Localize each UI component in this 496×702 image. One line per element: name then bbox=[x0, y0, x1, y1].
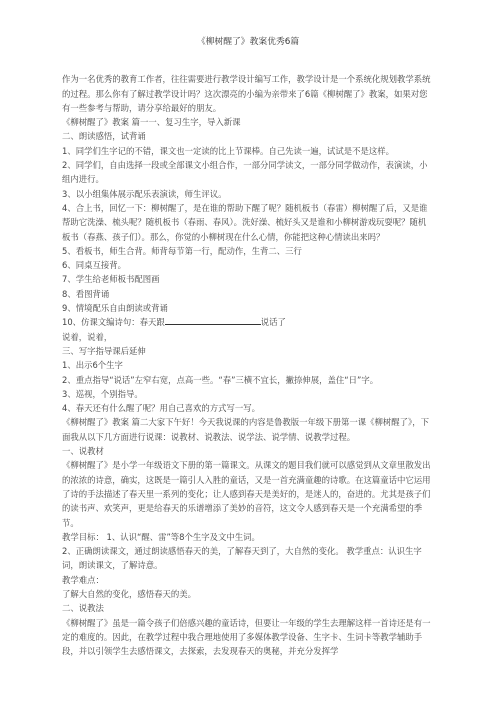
paragraph: 8、看图背诵 bbox=[62, 288, 110, 299]
document-title: 《柳树醒了》教案优秀6篇 bbox=[196, 37, 300, 47]
paragraph-text: 说话了 bbox=[260, 317, 286, 328]
paragraph: 1、出示6个生字 bbox=[62, 360, 123, 371]
paragraph: 教学难点： bbox=[62, 574, 104, 585]
paragraph: 6、同桌互接背。 bbox=[62, 260, 126, 271]
paragraph: 作为一名优秀的教育工作者，往往需要进行教学设计编写工作，教学设计是一个系统化规划教学系统的过程。那么你有了解过教学设计吗？这次漂亮的小编为亲带来了6篇《柳树醒了》教案，如果对您有一些参考与帮助，请分享给最好的朋友。 bbox=[62, 74, 431, 113]
paragraph: 7、学生给老师板书配图画 bbox=[62, 274, 160, 285]
paragraph: 教学目标： 1、认识“醒、雷”等8个生字及文中生词。 bbox=[62, 531, 260, 542]
paragraph: 《柳树醒了》教案 篇一一、复习生字，导入新课 bbox=[62, 117, 241, 128]
paragraph: 2、同学们，自由选择一段或全部课文小组合作，一部分同学读文，一部分同学做动作，表演读，小组内进行。 bbox=[62, 160, 428, 185]
paragraph: 3、以小组集体展示配乐表演读，师生评议。 bbox=[62, 188, 227, 199]
paragraph: 一、说教材 bbox=[62, 446, 104, 457]
paragraph: 4、春天还有什么醒了呢？用自己喜欢的方式写一写。 bbox=[62, 403, 260, 414]
paragraph: 3、巡视，个别指导。 bbox=[62, 388, 143, 399]
paragraph-text: 10、仿课文编诗句：春天跟 bbox=[62, 317, 165, 328]
paragraph: 三、写字指导课后延伸 bbox=[62, 345, 146, 356]
paragraph: 9、情境配乐自由朗读或背诵 bbox=[62, 303, 168, 314]
paragraph: 二、说教法 bbox=[62, 603, 104, 614]
paragraph: 《柳树醒了》是小学一年级语文下册的第一篇课文。从课文的题目我们就可以感觉到从文章里散发出的浓浓的诗意，确实，这既是一篇引人入胜的童话，又是一首充满童趣的诗歌。在这篇童话中它运用了诗的手法描述了春天里一系列的变化；让人感到春天是美好的，是迷人的，奋进的。尤其是孩子们的读书声、欢笑声，更是给春天的乐谱增添了美妙的音符，这文令人感到春天是一个充满希望的季节。 bbox=[62, 460, 431, 528]
document-page bbox=[62, 0, 434, 658]
paragraph: 2、重点指导“说话”左窄右宽，点高一些。“春”三横不宜长，撇捺伸展，盖住“日”字。 bbox=[62, 374, 379, 385]
paragraph bbox=[62, 315, 434, 329]
paragraph: 5、看板书，师生合背。师背每节第一行，配动作，生背二、三行 bbox=[62, 245, 302, 256]
paragraph: 2、正确朗读课文，通过朗读感悟春天的美，了解春天到了，大自然的变化。 教学重点：认识生字词，朗读课文，了解诗意。 bbox=[62, 546, 422, 571]
document-body bbox=[62, 72, 434, 658]
fill-in-blank-line bbox=[165, 315, 261, 325]
paragraph: 二、朗读感悟，试背诵 bbox=[62, 131, 146, 142]
paragraph: 1、同学们生字记的不错，课文也一定读的比上节课棒。自己先读一遍，试试是不是这样。 bbox=[62, 145, 394, 156]
paragraph: 《柳树醒了》虽是一篇令孩子们倍感兴趣的童话诗，但要让一年级的学生去理解这样一首诗还是有一定的难度的。因此，在教学过程中我合理地使用了多媒体教学设备、生字卡、生词卡等教学辅助手段，并以引领学生去感悟课文，去探索，去发现春天的奥秘，并充分发挥学 bbox=[62, 617, 431, 657]
paragraph: 了解大自然的变化，感悟春天的美。 bbox=[62, 588, 196, 599]
paragraph: 4、合上书，回忆一下：柳树醒了，是在谁的帮助下醒了呢？随机板书（春雷）柳树醒了后，又是谁帮助它洗澡、梳头呢？随机板书（春雨、春风）。洗好澡、梳好头又是谁和小柳树游戏玩耍呢？随机板书（春燕、孩子们）。那么，你觉的小柳树现在什么心情，你能把这种心情读出来吗？ bbox=[62, 202, 428, 242]
paragraph: 说着，说着， bbox=[62, 331, 113, 342]
paragraph: 《柳树醒了》教案 篇二大家下午好！今天我说课的内容是鲁教版一年级下册第一课《柳树醒了》，下面我从以下几方面进行说课：说教材、说教法、说学法、说学情、说教学过程。 bbox=[62, 417, 429, 442]
